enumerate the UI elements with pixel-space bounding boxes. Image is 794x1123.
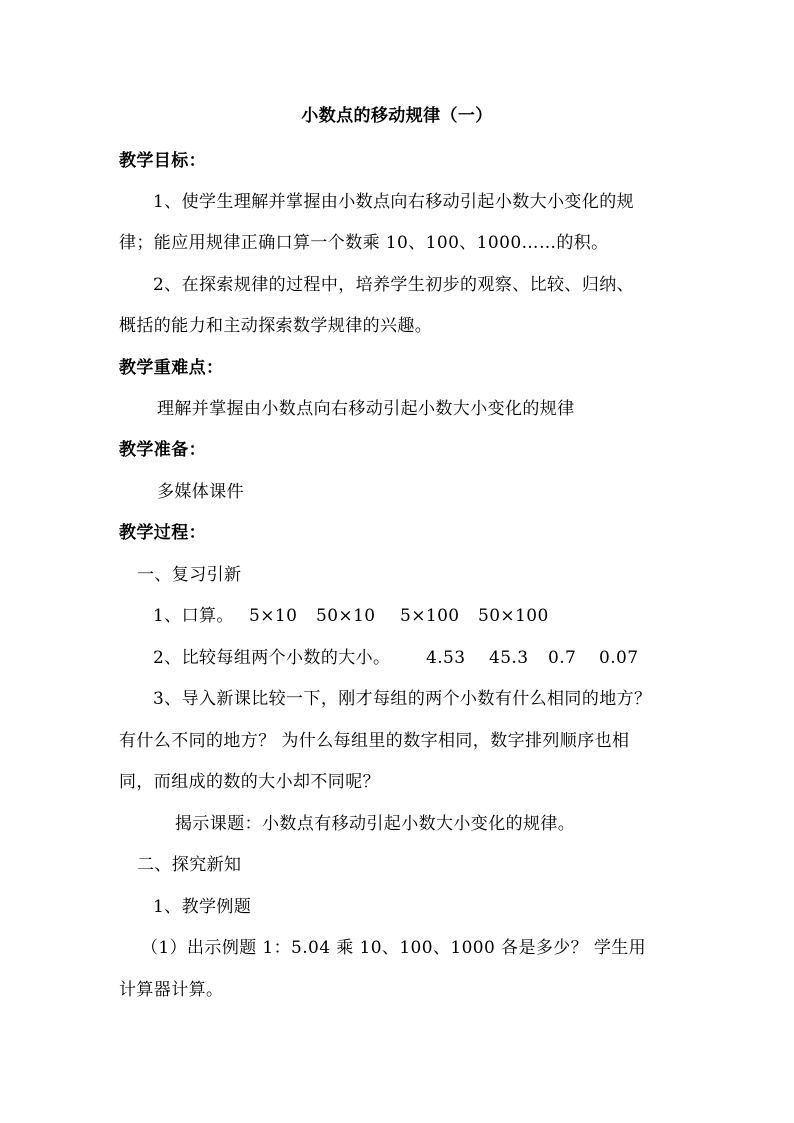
num-3: 0.7 [548,648,577,668]
objective-2-line-1: 2、在探索规律的过程中，培养学生初步的观察、比较、归纳、 [153,275,635,295]
document-title: 小数点的移动规律（一） [301,106,493,126]
review-item-1-label: 1、口算。 [153,606,234,626]
part-2-item-1: 1、教学例题 [153,897,252,917]
expr-2: 50×10 [316,606,376,626]
part-2-heading: 二、探究新知 [137,855,242,875]
review-item-1 [153,604,549,628]
reveal-topic: 揭示课题：小数点有移动引起小数大小变化的规律。 [175,814,576,834]
num-1: 4.53 [426,648,466,668]
review-item-3-line-1: 3、导入新课比较一下，刚才每组的两个小数有什么相同的地方？ [153,689,652,709]
key-points-heading: 教学重难点： [119,358,224,378]
num-4: 0.07 [599,648,639,668]
preparation-text: 多媒体课件 [157,482,244,502]
example-1-line-1: （1）出示例题 1：5.04 乘 10、100、1000 各是多少？ 学生用 [141,938,647,958]
review-item-3-line-2: 有什么不同的地方？ 为什么每组里的数字相同，数字排列顺序也相 [119,731,630,751]
num-2: 45.3 [489,648,529,668]
objectives-heading: 教学目标： [119,151,206,171]
example-1-line-2: 计算器计算。 [119,980,224,1000]
expr-3: 5×100 [400,606,460,626]
preparation-heading: 教学准备： [119,440,206,460]
objective-1-line-2: 律；能应用规律正确口算一个数乘 10、100、1000……的积。 [119,233,609,253]
review-item-2 [153,646,639,670]
process-heading: 教学过程： [119,523,206,543]
key-points-text: 理解并掌握由小数点向右移动引起小数大小变化的规律 [157,399,575,419]
review-item-2-label: 2、比较每组两个小数的大小。 [153,648,391,668]
part-1-heading: 一、复习引新 [137,565,242,585]
review-item-3-line-3: 同，而组成的数的大小却不同呢？ [119,772,380,792]
objective-1-line-1: 1、使学生理解并掌握由小数点向右移动引起小数大小变化的规 [153,192,635,212]
expr-1: 5×10 [249,606,298,626]
objective-2-line-2: 概括的能力和主动探索数学规律的兴趣。 [119,316,433,336]
expr-4: 50×100 [478,606,549,626]
